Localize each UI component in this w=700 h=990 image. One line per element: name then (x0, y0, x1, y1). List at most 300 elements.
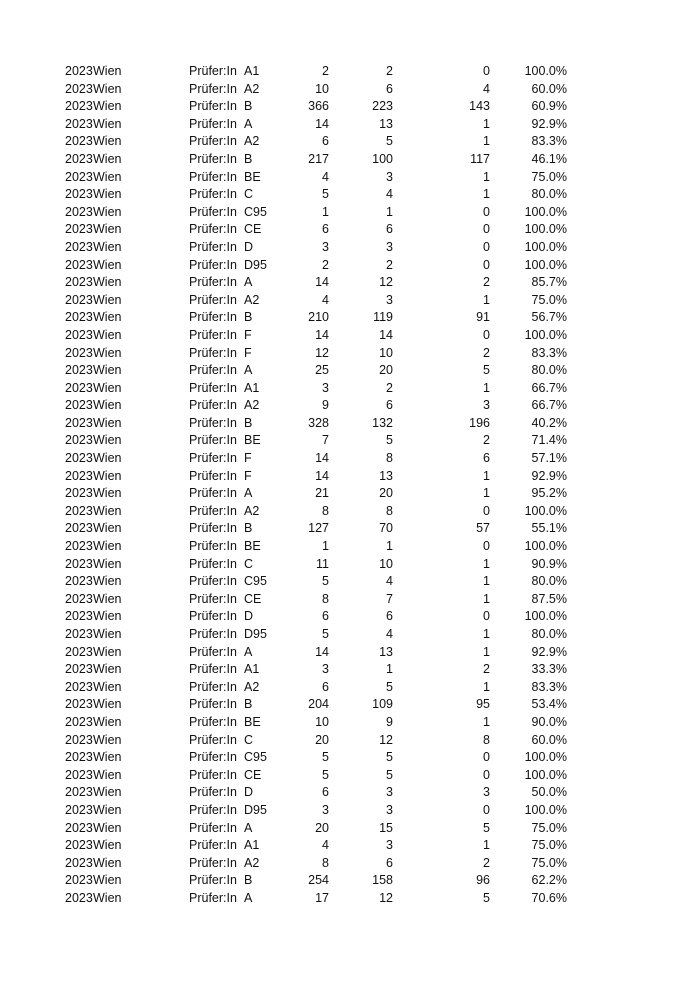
cell-rate: 100.0% (524, 802, 567, 817)
cell-failed: 3 (483, 398, 490, 413)
cell-year: 2023 (65, 310, 93, 325)
cell-total: 21 (315, 486, 329, 501)
table-row (0, 820, 700, 838)
table-row (0, 450, 700, 468)
cell-role: Prüfer:In (189, 627, 237, 641)
cell-role: Prüfer:In (189, 169, 237, 184)
cell-role: Prüfer:In (189, 609, 237, 624)
cell-year: 2023 (65, 838, 93, 853)
table-row (0, 186, 700, 204)
cell-role: Prüfer:In (189, 574, 237, 589)
cell-class: C95 (244, 204, 267, 219)
cell-passed: 70 (379, 521, 393, 536)
cell-passed: 3 (386, 838, 393, 853)
cell-total: 17 (315, 890, 329, 905)
cell-rate: 70.6% (531, 890, 567, 905)
cell-failed: 0 (483, 767, 490, 782)
cell-year: 2023 (65, 187, 93, 202)
cell-role: Prüfer:In (189, 820, 237, 835)
cell-passed: 5 (386, 750, 393, 765)
cell-class: F (244, 468, 252, 483)
cell-year: 2023 (65, 503, 93, 518)
cell-class: F (244, 345, 252, 360)
cell-class: C (244, 187, 254, 202)
cell-city: Wien (93, 486, 122, 501)
cell-city: Wien (93, 539, 122, 554)
cell-class: A (244, 890, 253, 905)
cell-role: Prüfer:In (189, 679, 237, 694)
cell-passed: 109 (372, 697, 393, 712)
cell-class: A1 (244, 64, 260, 78)
cell-city: Wien (93, 292, 122, 307)
cell-city: Wien (93, 187, 122, 202)
cell-class: F (244, 451, 252, 466)
table-row (0, 257, 700, 275)
cell-class: BE (244, 169, 261, 184)
cell-role: Prüfer:In (189, 204, 237, 219)
cell-rate: 40.2% (531, 415, 567, 430)
cell-failed: 117 (470, 151, 490, 166)
cell-passed: 4 (386, 574, 393, 589)
cell-role: Prüfer:In (189, 714, 237, 729)
cell-rate: 90.9% (531, 556, 567, 571)
table-row (0, 397, 700, 415)
table-row (0, 679, 700, 697)
cell-failed: 1 (483, 644, 490, 659)
cell-city: Wien (93, 785, 122, 800)
cell-failed: 0 (483, 239, 490, 254)
cell-class: A2 (244, 503, 260, 518)
table-row (0, 644, 700, 662)
cell-city: Wien (93, 275, 122, 290)
cell-failed: 1 (483, 486, 490, 501)
table-row (0, 274, 700, 292)
cell-year: 2023 (65, 539, 93, 554)
cell-role: Prüfer:In (189, 99, 237, 114)
cell-passed: 15 (379, 820, 393, 835)
cell-passed: 20 (379, 486, 393, 501)
cell-total: 1 (322, 539, 329, 554)
cell-role: Prüfer:In (189, 644, 237, 659)
cell-class: D95 (244, 627, 267, 641)
cell-role: Prüfer:In (189, 134, 237, 149)
cell-city: Wien (93, 644, 122, 659)
cell-failed: 3 (483, 785, 490, 800)
cell-total: 204 (308, 697, 329, 712)
table-row (0, 520, 700, 538)
cell-passed: 119 (373, 310, 393, 325)
cell-role: Prüfer:In (189, 151, 237, 166)
table-row (0, 169, 700, 187)
table-row (0, 890, 700, 908)
cell-role: Prüfer:In (189, 802, 237, 817)
cell-city: Wien (93, 81, 122, 96)
cell-passed: 6 (386, 855, 393, 870)
cell-role: Prüfer:In (189, 838, 237, 853)
cell-failed: 2 (483, 275, 490, 290)
cell-city: Wien (93, 890, 122, 905)
cell-rate: 90.0% (531, 714, 567, 729)
cell-rate: 75.0% (531, 169, 567, 184)
cell-total: 6 (322, 609, 329, 624)
cell-city: Wien (93, 679, 122, 694)
cell-year: 2023 (65, 451, 93, 466)
cell-total: 3 (322, 380, 329, 395)
table-row (0, 221, 700, 239)
cell-rate: 62.2% (531, 873, 567, 888)
cell-failed: 1 (483, 574, 490, 589)
cell-rate: 83.3% (531, 134, 567, 149)
cell-passed: 5 (386, 134, 393, 149)
cell-failed: 96 (476, 873, 490, 888)
cell-class: BE (244, 714, 261, 729)
cell-rate: 100.0% (524, 539, 567, 554)
cell-passed: 4 (386, 627, 393, 641)
cell-total: 3 (322, 239, 329, 254)
cell-rate: 75.0% (531, 855, 567, 870)
cell-role: Prüfer:In (189, 539, 237, 554)
cell-year: 2023 (65, 732, 93, 747)
cell-failed: 95 (476, 697, 490, 712)
cell-total: 366 (308, 99, 329, 114)
cell-city: Wien (93, 574, 122, 589)
cell-class: B (244, 415, 253, 430)
cell-role: Prüfer:In (189, 503, 237, 518)
table-row (0, 503, 700, 521)
cell-year: 2023 (65, 644, 93, 659)
cell-class: A2 (244, 292, 260, 307)
cell-city: Wien (93, 345, 122, 360)
cell-year: 2023 (65, 99, 93, 114)
cell-class: B (244, 521, 253, 536)
cell-total: 20 (315, 732, 329, 747)
cell-total: 20 (315, 820, 329, 835)
cell-failed: 0 (483, 802, 490, 817)
cell-total: 5 (322, 750, 329, 765)
cell-failed: 1 (483, 468, 490, 483)
cell-role: Prüfer:In (189, 873, 237, 888)
table-row (0, 749, 700, 767)
cell-role: Prüfer:In (189, 415, 237, 430)
table-row (0, 608, 700, 626)
cell-rate: 75.0% (531, 838, 567, 853)
cell-passed: 8 (386, 503, 393, 518)
cell-total: 14 (315, 116, 329, 131)
cell-class: A (244, 116, 253, 131)
table-row (0, 837, 700, 855)
cell-city: Wien (93, 697, 122, 712)
cell-total: 14 (315, 327, 329, 342)
cell-role: Prüfer:In (189, 64, 237, 78)
cell-total: 25 (315, 363, 329, 378)
cell-total: 127 (308, 521, 329, 536)
cell-passed: 12 (379, 732, 393, 747)
cell-year: 2023 (65, 81, 93, 96)
cell-class: F (244, 327, 252, 342)
cell-city: Wien (93, 556, 122, 571)
cell-city: Wien (93, 451, 122, 466)
cell-role: Prüfer:In (189, 363, 237, 378)
cell-role: Prüfer:In (189, 785, 237, 800)
cell-passed: 13 (379, 644, 393, 659)
cell-total: 6 (322, 222, 329, 237)
cell-failed: 91 (476, 310, 490, 325)
cell-total: 8 (322, 503, 329, 518)
cell-role: Prüfer:In (189, 239, 237, 254)
cell-city: Wien (93, 257, 122, 272)
cell-rate: 60.0% (531, 81, 567, 96)
table-row (0, 626, 700, 644)
cell-year: 2023 (65, 679, 93, 694)
cell-total: 2 (322, 257, 329, 272)
cell-failed: 1 (483, 380, 490, 395)
cell-role: Prüfer:In (189, 380, 237, 395)
cell-rate: 71.4% (531, 433, 567, 448)
cell-year: 2023 (65, 627, 93, 641)
cell-rate: 50.0% (531, 785, 567, 800)
cell-failed: 1 (483, 838, 490, 853)
cell-role: Prüfer:In (189, 187, 237, 202)
cell-city: Wien (93, 714, 122, 729)
cell-city: Wien (93, 64, 122, 78)
cell-year: 2023 (65, 116, 93, 131)
cell-class: D (244, 785, 254, 800)
cell-class: A1 (244, 838, 260, 853)
cell-failed: 0 (483, 503, 490, 518)
cell-passed: 2 (386, 380, 393, 395)
cell-rate: 85.7% (531, 275, 567, 290)
cell-year: 2023 (65, 275, 93, 290)
cell-failed: 1 (483, 187, 490, 202)
cell-class: A2 (244, 81, 260, 96)
cell-rate: 100.0% (524, 204, 567, 219)
cell-rate: 100.0% (524, 327, 567, 342)
cell-class: CE (244, 767, 262, 782)
cell-city: Wien (93, 521, 122, 536)
cell-year: 2023 (65, 609, 93, 624)
cell-year: 2023 (65, 64, 93, 78)
cell-total: 3 (322, 662, 329, 677)
cell-total: 12 (315, 345, 329, 360)
table-row (0, 732, 700, 750)
cell-passed: 3 (386, 802, 393, 817)
table-row (0, 767, 700, 785)
cell-total: 6 (322, 134, 329, 149)
cell-rate: 66.7% (531, 380, 567, 395)
table-row (0, 661, 700, 679)
table-row (0, 468, 700, 486)
cell-class: D (244, 609, 254, 624)
cell-city: Wien (93, 838, 122, 853)
cell-year: 2023 (65, 222, 93, 237)
cell-role: Prüfer:In (189, 327, 237, 342)
cell-total: 14 (315, 275, 329, 290)
cell-class: A (244, 644, 253, 659)
cell-passed: 7 (386, 591, 393, 606)
cell-year: 2023 (65, 890, 93, 905)
cell-passed: 5 (386, 767, 393, 782)
table-row (0, 855, 700, 873)
cell-total: 14 (315, 644, 329, 659)
cell-passed: 5 (386, 679, 393, 694)
table-row (0, 784, 700, 802)
table-row (0, 63, 700, 81)
table-row (0, 239, 700, 257)
cell-passed: 132 (372, 415, 393, 430)
cell-role: Prüfer:In (189, 750, 237, 765)
cell-failed: 1 (483, 591, 490, 606)
cell-city: Wien (93, 380, 122, 395)
cell-city: Wien (93, 767, 122, 782)
cell-year: 2023 (65, 802, 93, 817)
table-row (0, 81, 700, 99)
cell-city: Wien (93, 398, 122, 413)
cell-city: Wien (93, 802, 122, 817)
cell-class: BE (244, 433, 261, 448)
cell-class: A (244, 363, 253, 378)
cell-failed: 1 (483, 679, 490, 694)
cell-total: 5 (322, 187, 329, 202)
cell-rate: 60.0% (531, 732, 567, 747)
table-row (0, 556, 700, 574)
cell-class: A (244, 486, 253, 501)
cell-total: 10 (315, 714, 329, 729)
cell-class: C95 (244, 574, 267, 589)
cell-year: 2023 (65, 873, 93, 888)
cell-year: 2023 (65, 486, 93, 501)
cell-total: 2 (322, 64, 329, 78)
cell-rate: 83.3% (531, 345, 567, 360)
cell-passed: 3 (386, 785, 393, 800)
cell-passed: 10 (379, 345, 393, 360)
cell-total: 5 (322, 767, 329, 782)
cell-failed: 5 (483, 890, 490, 905)
table-row (0, 872, 700, 890)
cell-year: 2023 (65, 556, 93, 571)
cell-passed: 9 (386, 714, 393, 729)
cell-failed: 1 (483, 292, 490, 307)
cell-failed: 0 (483, 539, 490, 554)
cell-rate: 55.1% (531, 521, 567, 536)
cell-rate: 92.9% (531, 116, 567, 131)
cell-year: 2023 (65, 327, 93, 342)
cell-role: Prüfer:In (189, 310, 237, 325)
cell-passed: 5 (386, 433, 393, 448)
table-row (0, 591, 700, 609)
cell-passed: 6 (386, 398, 393, 413)
cell-total: 9 (322, 398, 329, 413)
cell-rate: 80.0% (531, 574, 567, 589)
cell-city: Wien (93, 503, 122, 518)
cell-total: 1 (322, 204, 329, 219)
cell-class: B (244, 151, 253, 166)
cell-role: Prüfer:In (189, 697, 237, 712)
cell-total: 254 (308, 873, 329, 888)
cell-rate: 66.7% (531, 398, 567, 413)
table-row (0, 292, 700, 310)
cell-total: 7 (322, 433, 329, 448)
cell-passed: 12 (379, 890, 393, 905)
cell-year: 2023 (65, 767, 93, 782)
cell-total: 4 (322, 292, 329, 307)
cell-rate: 100.0% (524, 64, 567, 78)
cell-passed: 2 (386, 257, 393, 272)
cell-year: 2023 (65, 750, 93, 765)
cell-city: Wien (93, 363, 122, 378)
cell-year: 2023 (65, 398, 93, 413)
cell-role: Prüfer:In (189, 486, 237, 501)
cell-rate: 100.0% (524, 222, 567, 237)
cell-passed: 20 (379, 363, 393, 378)
cell-role: Prüfer:In (189, 433, 237, 448)
cell-rate: 33.3% (531, 662, 567, 677)
table-row (0, 327, 700, 345)
cell-total: 10 (315, 81, 329, 96)
cell-failed: 1 (483, 169, 490, 184)
cell-year: 2023 (65, 204, 93, 219)
cell-role: Prüfer:In (189, 890, 237, 905)
cell-rate: 53.4% (531, 697, 567, 712)
cell-total: 14 (315, 468, 329, 483)
cell-total: 5 (322, 574, 329, 589)
cell-year: 2023 (65, 151, 93, 166)
table-row (0, 573, 700, 591)
cell-failed: 143 (469, 99, 490, 114)
cell-failed: 0 (483, 327, 490, 342)
cell-total: 3 (322, 802, 329, 817)
table-row (0, 204, 700, 222)
cell-year: 2023 (65, 380, 93, 395)
cell-class: A2 (244, 134, 260, 149)
cell-class: D95 (244, 257, 267, 272)
cell-failed: 2 (483, 855, 490, 870)
cell-class: B (244, 697, 253, 712)
cell-city: Wien (93, 204, 122, 219)
cell-class: C (244, 556, 254, 571)
cell-failed: 8 (483, 732, 490, 747)
cell-rate: 75.0% (531, 292, 567, 307)
cell-role: Prüfer:In (189, 591, 237, 606)
cell-class: A (244, 275, 253, 290)
cell-class: A1 (244, 380, 260, 395)
cell-rate: 75.0% (531, 820, 567, 835)
cell-class: D95 (244, 802, 267, 817)
cell-city: Wien (93, 99, 122, 114)
cell-class: D (244, 239, 254, 254)
cell-rate: 80.0% (531, 363, 567, 378)
cell-passed: 2 (386, 64, 393, 78)
cell-failed: 196 (469, 415, 490, 430)
cell-total: 6 (322, 785, 329, 800)
table-row (0, 714, 700, 732)
cell-class: CE (244, 591, 262, 606)
cell-role: Prüfer:In (189, 556, 237, 571)
cell-class: B (244, 99, 253, 114)
cell-rate: 95.2% (531, 486, 567, 501)
table-row (0, 345, 700, 363)
cell-total: 217 (308, 151, 329, 166)
cell-passed: 100 (372, 151, 393, 166)
cell-failed: 4 (483, 81, 490, 96)
cell-total: 14 (315, 451, 329, 466)
cell-class: B (244, 873, 253, 888)
cell-failed: 0 (483, 222, 490, 237)
cell-failed: 57 (476, 521, 490, 536)
cell-total: 8 (322, 591, 329, 606)
cell-total: 4 (322, 169, 329, 184)
cell-role: Prüfer:In (189, 855, 237, 870)
cell-city: Wien (93, 627, 122, 641)
